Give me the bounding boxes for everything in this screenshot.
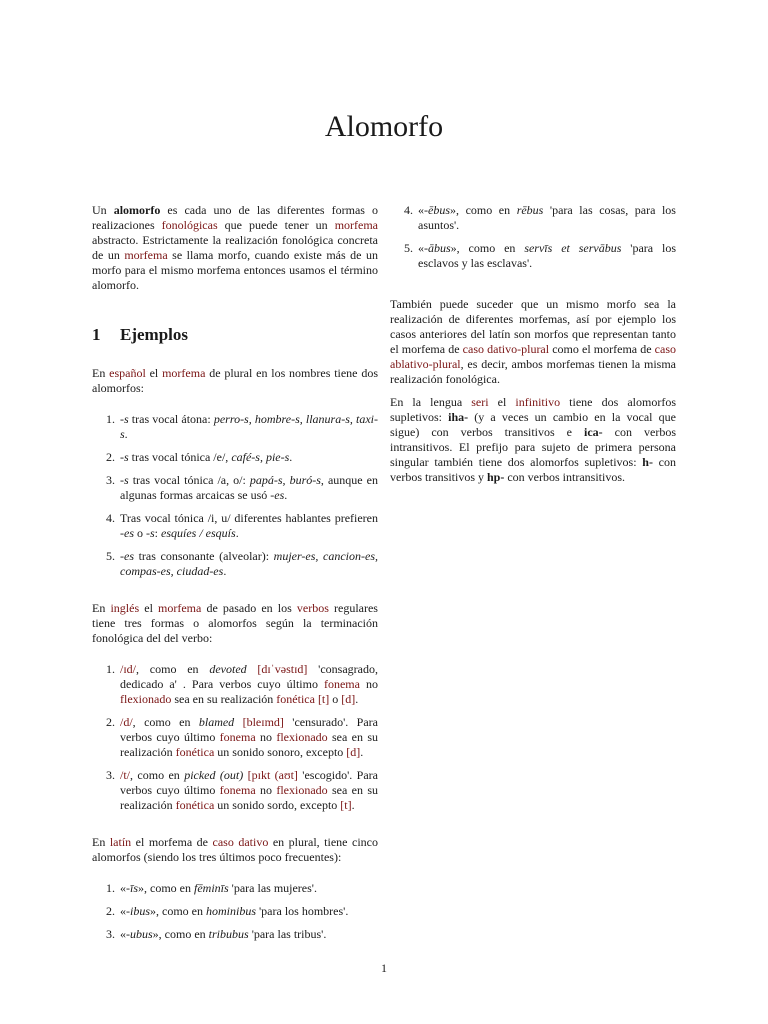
list-item: 1. -s tras vocal átona: perro-s, hombre-s, llanura-s, taxi-s. (118, 412, 378, 442)
right-column (390, 203, 676, 493)
section-number: 1 (92, 325, 101, 344)
form-link[interactable]: /t/ (120, 768, 131, 782)
list-item: 5. -es tras consonante (alveolar): mujer-es, cancion-es, compas-es, ciudad-es. (118, 549, 378, 579)
link-caso-dativo-plural[interactable]: caso dativo-plural (462, 342, 550, 356)
list-item: 4. «-ēbus», como en rēbus 'para las cosas, para los asuntos'. (416, 203, 676, 233)
link-fonema[interactable]: fonema (219, 783, 256, 797)
form-link[interactable]: /ɪd/ (120, 662, 137, 676)
link-morfema[interactable]: morfema (162, 366, 206, 380)
list-item: 2. /d/, como en blamed [bleɪmd] 'censurado'. Para verbos cuyo último fonema no flexionado sea en su realización fonética un sonido sonoro, excepto [d]. (118, 715, 378, 760)
page-title: Alomorfo (324, 110, 444, 143)
link-fonema[interactable]: fonema (323, 677, 360, 691)
link-fonetica[interactable]: fonética (175, 798, 215, 812)
ipa-link[interactable]: [dɪˈvəstɪd] (246, 662, 308, 676)
link-flexionado[interactable]: flexionado (276, 783, 328, 797)
link-infinitivo[interactable]: infinitivo (515, 395, 561, 409)
list-item: 4. Tras vocal tónica /i, u/ diferentes hablantes prefieren -es o -s: esquíes / esquís. (118, 511, 378, 541)
also-paragraph: También puede suceder que un mismo morfo sea la realización de diferentes morfemas, así por ejemplo los casos anteriores del latín son morfos que representan tanto el morfema de caso dativo-plural como el morfema de caso ablativo-plural, es decir, ambos morfemas tienen la misma realización fonológica. (390, 297, 676, 386)
list-item: 1. «-īs», como en fēminīs 'para las mujeres'. (118, 881, 378, 896)
list-item: 2. «-ibus», como en hominibus 'para los hombres'. (118, 904, 378, 919)
phone-link[interactable]: [d] (346, 745, 361, 759)
list-item: 1. /ɪd/, como en devoted [dɪˈvəstɪd] 'consagrado, dedicado a' . Para verbos cuyo último fonema no flexionado sea en su realización fonética [t] o [d]. (118, 662, 378, 707)
phone-link[interactable]: [t] (340, 798, 352, 812)
phone-link[interactable]: [d] (341, 692, 356, 706)
link-flexionado[interactable]: flexionado (276, 730, 328, 744)
link-verbos[interactable]: verbos (296, 601, 329, 615)
spanish-plural-list (92, 412, 378, 579)
list-item: 3. «-ubus», como en tribubus 'para las tribus'. (118, 927, 378, 942)
english-past-list (92, 662, 378, 813)
link-flexionado[interactable]: flexionado (120, 692, 172, 706)
link-caso-ablativo-plural[interactable]: caso ablativo-plural (390, 342, 676, 371)
latin-paragraph: En latín el morfema de caso dativo en plural, tiene cinco alomorfos (siendo los tres últimos poco frecuentes): (92, 835, 378, 864)
list-item: 3. /t/, como en picked (out) [pɪkt (aʊt] 'escogido'. Para verbos cuyo último fonema no flexionado sea en su realización fonética un sonido sordo, excepto [t]. (118, 768, 378, 813)
link-ingles[interactable]: inglés (110, 601, 140, 615)
left-column (92, 203, 378, 964)
ipa-link[interactable]: [bleɪmd] (234, 715, 284, 729)
link-latin[interactable]: latín (109, 835, 132, 849)
latin-dative-list-continued (390, 203, 676, 271)
spanish-paragraph: En español el morfema de plural en los nombres tiene dos alomorfos: (92, 366, 378, 395)
list-item: 5. «-ābus», como en servīs et servābus 'para los esclavos y las esclavas'. (416, 241, 676, 271)
ipa-link[interactable]: [pɪkt (aʊt] (243, 768, 298, 782)
seri-paragraph: En la lengua seri el infinitivo tiene dos alomorfos supletivos: iha- (y a veces un cambio en la vocal que sigue) con verbos transitivos e ica- con verbos intransitivos. El prefijo para sujeto de primera persona singular también tiene dos alomorfos supletivos: h- con verbos transitivos y hp- con verbos intransitivos. (390, 395, 677, 484)
page-number: 1 (381, 961, 387, 975)
link-seri[interactable]: seri (471, 395, 489, 409)
latin-dative-list (92, 881, 378, 942)
link-fonetica[interactable]: fonética (276, 692, 315, 706)
link-espanol[interactable]: español (109, 366, 146, 380)
link-caso-dativo[interactable]: caso dativo (212, 835, 269, 849)
list-item: 3. -s tras vocal tónica /a, o/: papá-s, buró-s, aunque en algunas formas arcaicas se usó -es. (118, 473, 378, 503)
term-alomorfo: alomorfo (113, 203, 161, 217)
phone-link[interactable]: [t] (317, 692, 330, 706)
link-fonologicas[interactable]: fonológicas (161, 218, 218, 232)
link-morfema[interactable]: morfema (334, 218, 378, 232)
section-heading (92, 327, 378, 342)
english-paragraph: En inglés el morfema de pasado en los verbos regulares tiene tres formas o alomorfos según la terminación fonológica del del verbo: (92, 601, 378, 645)
link-morfema[interactable]: morfema (124, 248, 168, 262)
intro-paragraph: Un alomorfo es cada uno de las diferentes formas o realizaciones fonológicas que puede tener un morfema abstracto. Estrictamente la realización fonológica concreta de un morfema se llama morfo, cuando existe más de un morfo para el mismo morfema entonces usamos el término alomorfo. (92, 203, 378, 292)
link-fonema[interactable]: fonema (219, 730, 256, 744)
form-link[interactable]: /d/ (120, 715, 133, 729)
list-item: 2. -s tras vocal tónica /e/, café-s, pie-s. (118, 450, 378, 465)
link-fonetica[interactable]: fonética (175, 745, 215, 759)
section-title: Ejemplos (120, 325, 188, 344)
link-morfema[interactable]: morfema (158, 601, 202, 615)
